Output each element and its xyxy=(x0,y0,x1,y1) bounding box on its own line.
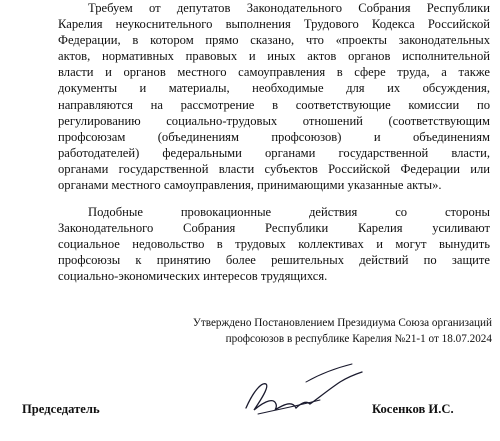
text-line: Федерации, в котором прямо сказано, что «проекты законодательных xyxy=(58,33,490,48)
approval-note xyxy=(193,315,492,347)
text-line: Подобные провокационные действия со стороны xyxy=(88,205,490,219)
text-line: документы и материалы, необходимые для их обсуждения, xyxy=(58,81,490,96)
approval-line: профсоюзов в республике Карелия №21-1 от 18.07.2024 xyxy=(225,333,492,345)
paragraph-demand xyxy=(58,0,490,193)
text-line: регулированию социально-трудовых отношений (соответствующим xyxy=(58,113,490,128)
text-line: работодателей) федеральными органами государственной власти, xyxy=(58,145,490,160)
signature-row xyxy=(0,396,500,426)
chairman-name: Косенков И.С. xyxy=(372,402,454,416)
text-line: Законодательного Собрания Республики Карелия усиливают xyxy=(58,221,490,236)
approval-line: Утверждено Постановлением Президиума Союза организаций xyxy=(192,317,492,329)
chairman-title: Председатель xyxy=(22,402,100,416)
text-line: власти и органов местного самоуправления в сфере труда, а также xyxy=(58,65,490,80)
text-line: органами местного самоуправления, принимающими указанные акты». xyxy=(58,178,442,193)
text-line: Карелия неукоснительного выполнения Трудового Кодекса Российской xyxy=(58,17,490,32)
text-line: профсоюзам (объединениям профсоюзов) и объединениям xyxy=(58,129,490,144)
text-line: социально-экономических интересов трудящихся. xyxy=(58,269,328,284)
text-line: профсоюзы к принятию более решительных действий по защите xyxy=(58,253,490,268)
text-line: направляются на рассмотрение в соответствующие комиссии по xyxy=(58,97,490,112)
text-line: актов, нормативных правовых и иных актов органов исполнительной xyxy=(58,49,490,64)
paragraph-provocation xyxy=(58,204,490,284)
text-line: органами государственной власти субъектов Российской Федерации или xyxy=(58,161,490,176)
text-line: Требуем от депутатов Законодательного Собрания Республики xyxy=(88,1,490,15)
text-line: социальное недовольство в трудовых коллективах и могут вынудить xyxy=(58,237,490,252)
